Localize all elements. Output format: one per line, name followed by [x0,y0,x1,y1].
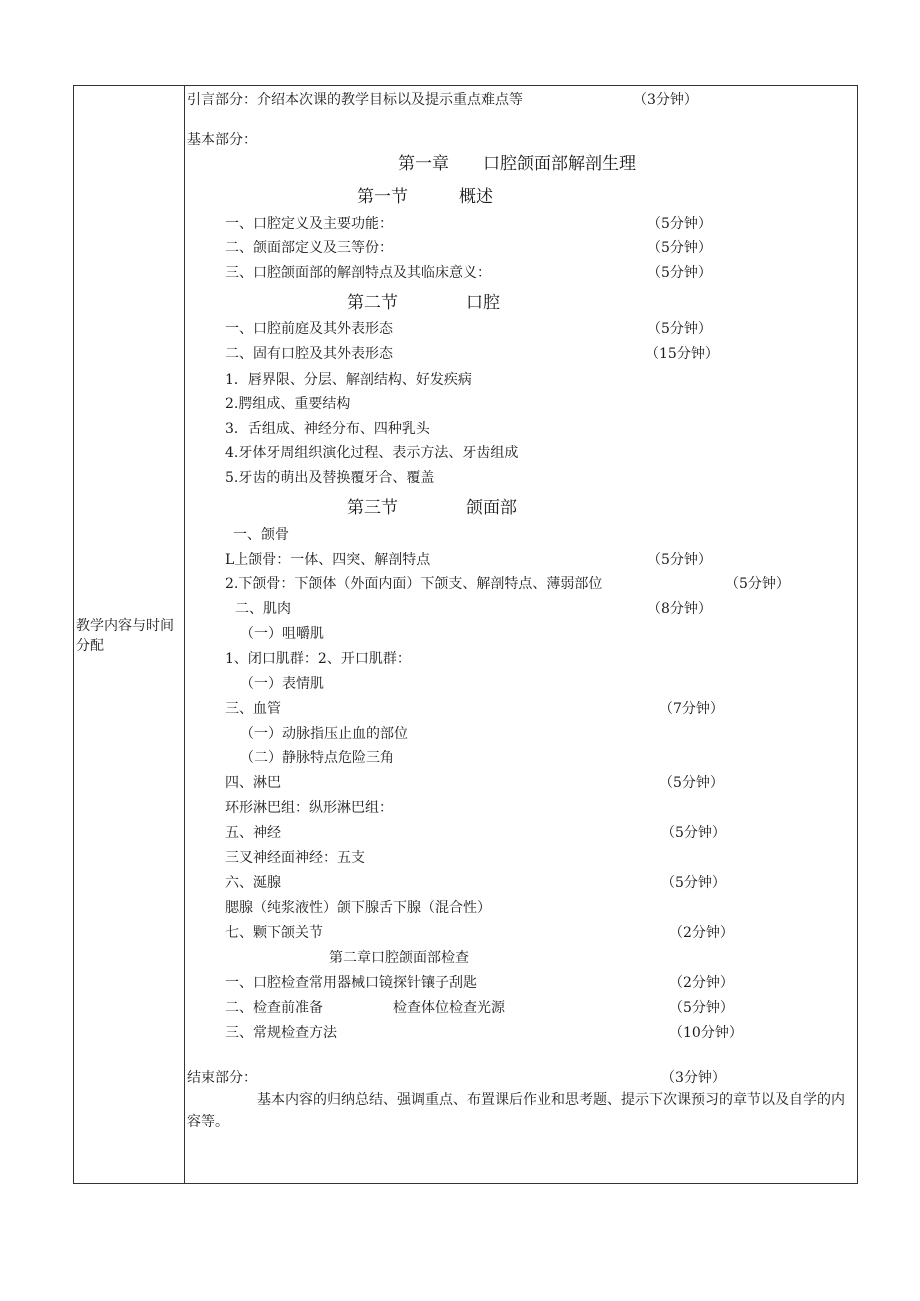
s2-item-6: 4.牙体牙周组织演化过程、表示方法、牙齿组成 [225,445,519,461]
s3-item-2: L上颌骨：一体、四突、解剖特点 [225,552,431,568]
s3-item-15-time: （5分钟） [661,875,726,891]
basic-label: 基本部分： [187,132,257,148]
s1-item-2: 二、颌面部定义及三等份： [225,240,393,256]
s3-item-10: （二）静脉特点危险三角 [240,750,394,766]
section1-title: 第一节 概述 [357,187,493,207]
left-column [74,86,185,1183]
chapter2-title: 第二章口腔颌面部检查 [329,950,469,966]
s1-item-3: 三、口腔颌面部的解剖特点及其临床意义： [225,265,491,281]
s1-item-3-time: （5分钟） [647,265,712,281]
section3-title: 第三节 颌面部 [347,498,517,518]
c2-item-3: 三、常规检查方法 [225,1025,337,1041]
s1-item-2-time: （5分钟） [647,240,712,256]
s2-item-7: 5.牙齿的萌出及替换覆牙合、覆盖 [225,470,435,486]
c2-item-2: 二、检查前准备 检查体位检查光源 [225,1000,505,1016]
s2-item-2: 二、固有口腔及其外表形态 [225,346,393,362]
s3-item-11-time: （5分钟） [659,775,724,791]
s3-item-4-time: （8分钟） [647,601,712,617]
c2-item-1: 一、口腔检查常用器械口镜探针镶子刮匙 [225,975,477,991]
intro-time: （3分钟） [633,92,698,108]
c2-item-3-time: （10分钟） [669,1025,743,1041]
ending-text: 基本内容的归纳总结、强调重点、布置课后作业和思考题、提示下次课预习的章节以及自学的内容等。 [187,1092,845,1130]
s2-item-5: 3．舌组成、神经分布、四种乳头 [225,421,430,437]
intro-text: 引言部分：介绍本次课的教学目标以及提示重点难点等 [187,92,523,108]
s3-item-2-time: （5分钟） [647,552,712,568]
s1-item-1: 一、口腔定义及主要功能： [225,216,393,232]
ending-time: （3分钟） [661,1070,726,1086]
s3-item-6: 1、闭口肌群：2、开口肌群： [225,651,411,667]
content-column [185,86,857,1183]
s2-item-1-time: （5分钟） [647,321,712,337]
row-label: 教学内容与时间分配 [76,618,174,654]
s3-item-15: 六、涎腺 [225,875,281,891]
s3-item-13-time: （5分钟） [661,825,726,841]
s3-item-4: 二、肌肉 [235,601,291,617]
s3-item-8: 三、血管 [225,701,281,717]
s2-item-1: 一、口腔前庭及其外表形态 [225,321,393,337]
s3-item-9: （一）动脉指压止血的部位 [240,726,408,742]
s3-item-3-time: （5分钟） [725,576,790,592]
s3-item-12: 环形淋巴组：纵形淋巴组： [225,800,393,816]
lesson-table [73,85,858,1184]
s2-item-4: 2.腭组成、重要结构 [225,396,351,412]
section2-title: 第二节 口腔 [347,293,500,313]
s3-item-1: 一、颌骨 [233,527,289,543]
s1-item-1-time: （5分钟） [647,216,712,232]
s3-item-17: 七、颗下颌关节 [225,925,323,941]
s3-item-13: 五、神经 [225,825,281,841]
s3-item-11: 四、淋巴 [225,775,281,791]
s3-item-3: 2.下颌骨：下颌体（外面内面）下颌支、解剖特点、薄弱部位 [225,576,603,592]
s3-item-7: （一）表情肌 [240,676,324,692]
chapter1-title: 第一章 口腔颌面部解剖生理 [398,154,636,174]
s3-item-17-time: （2分钟） [669,925,734,941]
s2-item-3: 1．唇界限、分层、解剖结构、好发疾病 [225,372,472,388]
s3-item-8-time: （7分钟） [659,701,724,717]
s2-item-2-time: （15分钟） [645,346,719,362]
s3-item-16: 腮腺（纯浆液性）颌下腺舌下腺（混合性） [225,900,491,916]
s3-item-14: 三叉神经面神经：五支 [225,850,365,866]
c2-item-1-time: （2分钟） [669,975,734,991]
ending-label: 结束部分： [187,1070,257,1086]
s3-item-5: （一）咀嚼肌 [240,626,324,642]
c2-item-2-time: （5分钟） [669,1000,734,1016]
